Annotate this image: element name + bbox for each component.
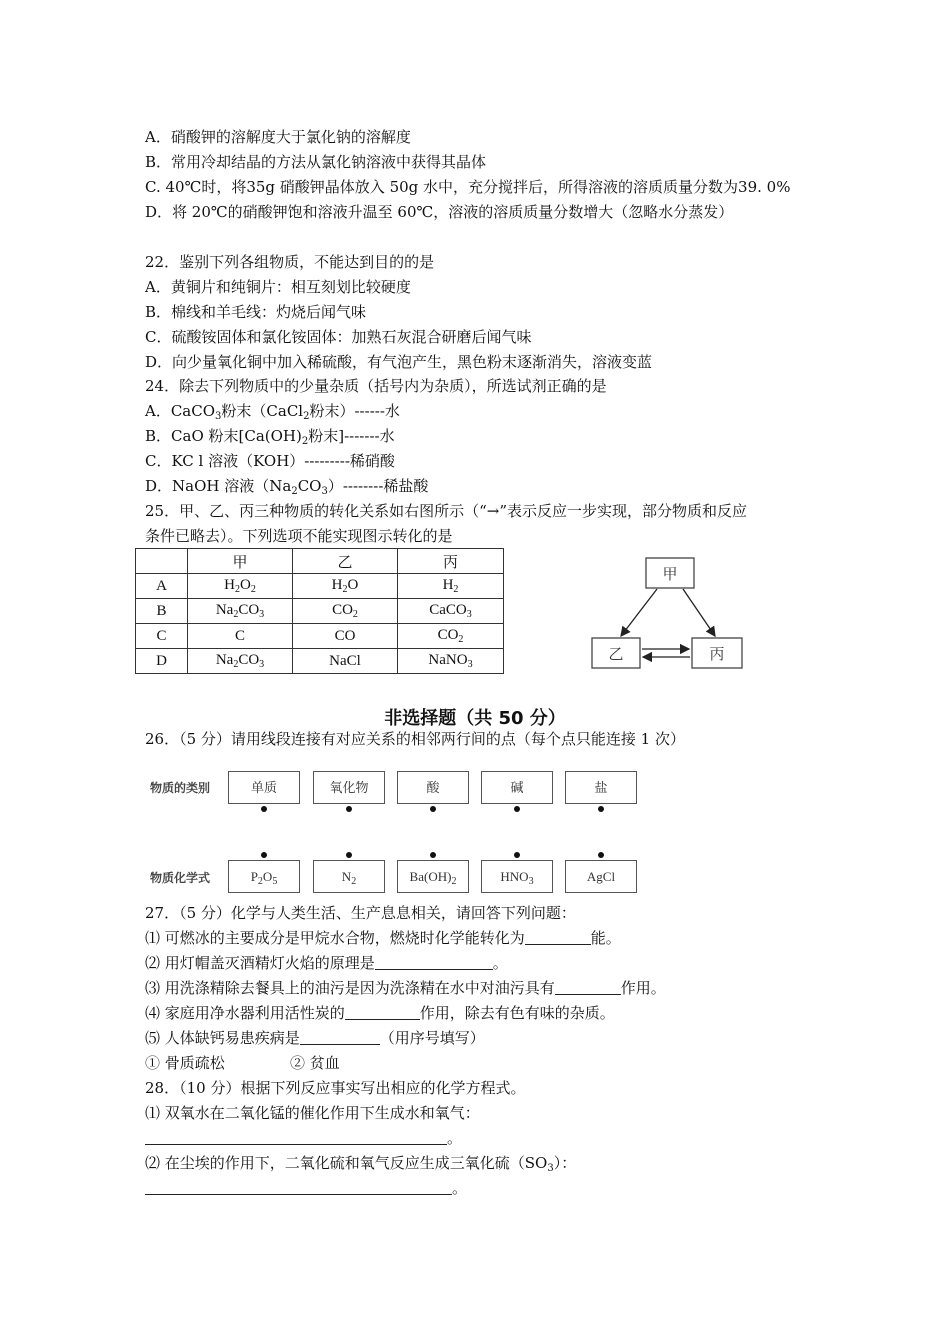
table-cell: $H_2O_2$ bbox=[188, 574, 293, 599]
connect-dot[interactable] bbox=[261, 852, 267, 858]
q22-option-d: D．向少量氧化铜中加入稀硫酸，有气泡产生，黑色粉末逐渐消失，溶液变蓝 bbox=[145, 353, 653, 371]
category-box: 单质 bbox=[228, 771, 300, 804]
q22-option-c: C．硫酸铵固体和氯化铵固体：加熟石灰混合研磨后闻气味 bbox=[145, 328, 532, 346]
table-cell: NaCl bbox=[293, 649, 398, 674]
table-cell: CaCO$_3$ bbox=[398, 599, 504, 624]
category-box: 碱 bbox=[481, 771, 553, 804]
q27-item-5: ⑸ 人体缺钙易患疾病是 （用序号填写） bbox=[145, 1029, 485, 1047]
section-heading: 非选择题（共 50 分） bbox=[384, 708, 566, 729]
table-cell: $Na_2CO_3$ bbox=[188, 649, 293, 674]
table-row bbox=[136, 624, 504, 649]
table-header-cell: 乙 bbox=[293, 549, 398, 574]
q26-row2-label: 物质化学式 bbox=[150, 871, 211, 885]
q21-option-b: B．常用冷却结晶的方法从氯化钠溶液中获得其晶体 bbox=[145, 153, 487, 171]
q22-stem: 22．鉴别下列各组物质，不能达到目的的是 bbox=[145, 253, 435, 271]
answer-blank[interactable] bbox=[145, 1179, 452, 1195]
category-box: 酸 bbox=[397, 771, 469, 804]
answer-blank[interactable] bbox=[145, 1129, 447, 1145]
q24-option-b: B．CaO 粉末[$Ca(OH)_2$粉末]-------水 bbox=[145, 427, 395, 447]
table-cell: CO bbox=[293, 624, 398, 649]
q21-option-a: A．硝酸钾的溶解度大于氯化钠的溶解度 bbox=[145, 128, 411, 146]
connect-dot[interactable] bbox=[430, 806, 436, 812]
formula-box: $Ba(OH)_2$ bbox=[397, 860, 469, 893]
conversion-diagram bbox=[585, 550, 755, 675]
q28-stem: 28．（10 分）根据下列反应事实写出相应的化学方程式。 bbox=[145, 1079, 526, 1097]
category-box: 氧化物 bbox=[313, 771, 385, 804]
table-cell: $CO_2$ bbox=[398, 624, 504, 649]
table-row bbox=[136, 599, 504, 624]
table-row bbox=[136, 649, 504, 674]
arrow-top-to-left bbox=[621, 589, 657, 636]
connect-dot[interactable] bbox=[430, 852, 436, 858]
formula-box: AgCl bbox=[565, 860, 637, 893]
q25-stem-line1: 25．甲、乙、丙三种物质的转化关系如右图所示（“→”表示反应一步实现，部分物质和反应 bbox=[145, 502, 747, 520]
connect-dot[interactable] bbox=[514, 852, 520, 858]
table-cell: C bbox=[188, 624, 293, 649]
answer-blank[interactable] bbox=[555, 979, 621, 995]
connect-dot[interactable] bbox=[261, 806, 267, 812]
diagram-label-top: 甲 bbox=[662, 565, 678, 583]
answer-blank[interactable] bbox=[345, 1004, 420, 1020]
q24-option-c: C．KC l 溶液（KOH）---------稀硝酸 bbox=[145, 452, 395, 470]
q22-option-b: B．棉线和羊毛线：灼烧后闻气味 bbox=[145, 303, 367, 321]
diagram-label-left: 乙 bbox=[608, 645, 624, 663]
q28-answer-line-1: 。 bbox=[145, 1128, 462, 1148]
q22-option-a: A．黄铜片和纯铜片：相互刻划比较硬度 bbox=[145, 278, 411, 296]
table-cell: D bbox=[136, 649, 188, 674]
connect-dot[interactable] bbox=[514, 806, 520, 812]
q25-stem-line2: 条件已略去）。下列选项不能实现图示转化的是 bbox=[145, 527, 453, 545]
table-cell: $H_2O$ bbox=[293, 574, 398, 599]
table-cell: NaNO$_3$ bbox=[398, 649, 504, 674]
q25-options-table bbox=[135, 548, 504, 674]
q28-item-2: ⑵ 在尘埃的作用下，二氧化硫和氧气反应生成三氧化硫$(SO_3)$： bbox=[145, 1154, 577, 1174]
table-cell: $H_2$ bbox=[398, 574, 504, 599]
q24-stem: 24．除去下列物质中的少量杂质（括号内为杂质），所选试剂正确的是 bbox=[145, 377, 607, 395]
q27-item-1: ⑴ 可燃冰的主要成分是甲烷水合物，燃烧时化学能转化为 能。 bbox=[145, 929, 621, 947]
q28-item-1: ⑴ 双氧水在二氧化锰的催化作用下生成水和氧气： bbox=[145, 1104, 480, 1122]
q24-option-d: D．NaOH 溶液$(Na_2CO_3)--------$稀盐酸 bbox=[145, 477, 429, 497]
answer-blank[interactable] bbox=[525, 929, 591, 945]
q28-answer-line-2: 。 bbox=[145, 1178, 467, 1198]
table-cell: B bbox=[136, 599, 188, 624]
q21-option-d: D．将 20℃的硝酸钾饱和溶液升温至 60℃，溶液的溶质质量分数增大（忽略水分蒸发） bbox=[145, 203, 734, 221]
q21-option-c: C. 40℃时，将35g 硝酸钾晶体放入 50g 水中，充分搅拌后，所得溶液的溶质质量分数为39. 0% bbox=[145, 178, 791, 196]
diagram-label-right: 丙 bbox=[709, 645, 725, 663]
answer-blank[interactable] bbox=[300, 1029, 380, 1045]
q26-row1-label: 物质的类别 bbox=[150, 781, 211, 795]
q27-item-4: ⑷ 家庭用净水器利用活性炭的 作用，除去有色有味的杂质。 bbox=[145, 1004, 615, 1022]
table-header-cell bbox=[136, 549, 188, 574]
q26-stem: 26．（5 分）请用线段连接有对应关系的相邻两行间的点（每个点只能连接 1 次） bbox=[145, 730, 685, 748]
q27-choice-2: ② 贫血 bbox=[290, 1054, 340, 1072]
answer-blank[interactable] bbox=[375, 954, 493, 970]
formula-box: $HNO_3$ bbox=[481, 860, 553, 893]
connect-dot[interactable] bbox=[346, 852, 352, 858]
q27-choice-1: ① 骨质疏松 bbox=[145, 1054, 225, 1072]
q27-stem: 27．（5 分）化学与人类生活、生产息息相关，请回答下列问题： bbox=[145, 904, 576, 922]
table-cell: $CO_2$ bbox=[293, 599, 398, 624]
table-header-cell: 甲 bbox=[188, 549, 293, 574]
table-row bbox=[136, 574, 504, 599]
category-box: 盐 bbox=[565, 771, 637, 804]
table-cell: A bbox=[136, 574, 188, 599]
q24-option-a: A．CaCO$_3$粉末（CaCl$_2$粉末）------水 bbox=[145, 402, 400, 422]
formula-box: $N_2$ bbox=[313, 860, 385, 893]
q27-item-3: ⑶ 用洗涤精除去餐具上的油污是因为洗涤精在水中对油污具有 作用。 bbox=[145, 979, 666, 997]
arrow-top-to-right bbox=[683, 589, 715, 636]
table-header-row bbox=[136, 549, 504, 574]
connect-dot[interactable] bbox=[598, 852, 604, 858]
connect-dot[interactable] bbox=[598, 806, 604, 812]
q27-item-2: ⑵ 用灯帽盖灭酒精灯火焰的原理是 。 bbox=[145, 954, 508, 972]
table-header-cell: 丙 bbox=[398, 549, 504, 574]
table-cell: $Na_2CO_3$ bbox=[188, 599, 293, 624]
table-cell: C bbox=[136, 624, 188, 649]
connect-dot[interactable] bbox=[346, 806, 352, 812]
formula-box: $P_2O_5$ bbox=[228, 860, 300, 893]
